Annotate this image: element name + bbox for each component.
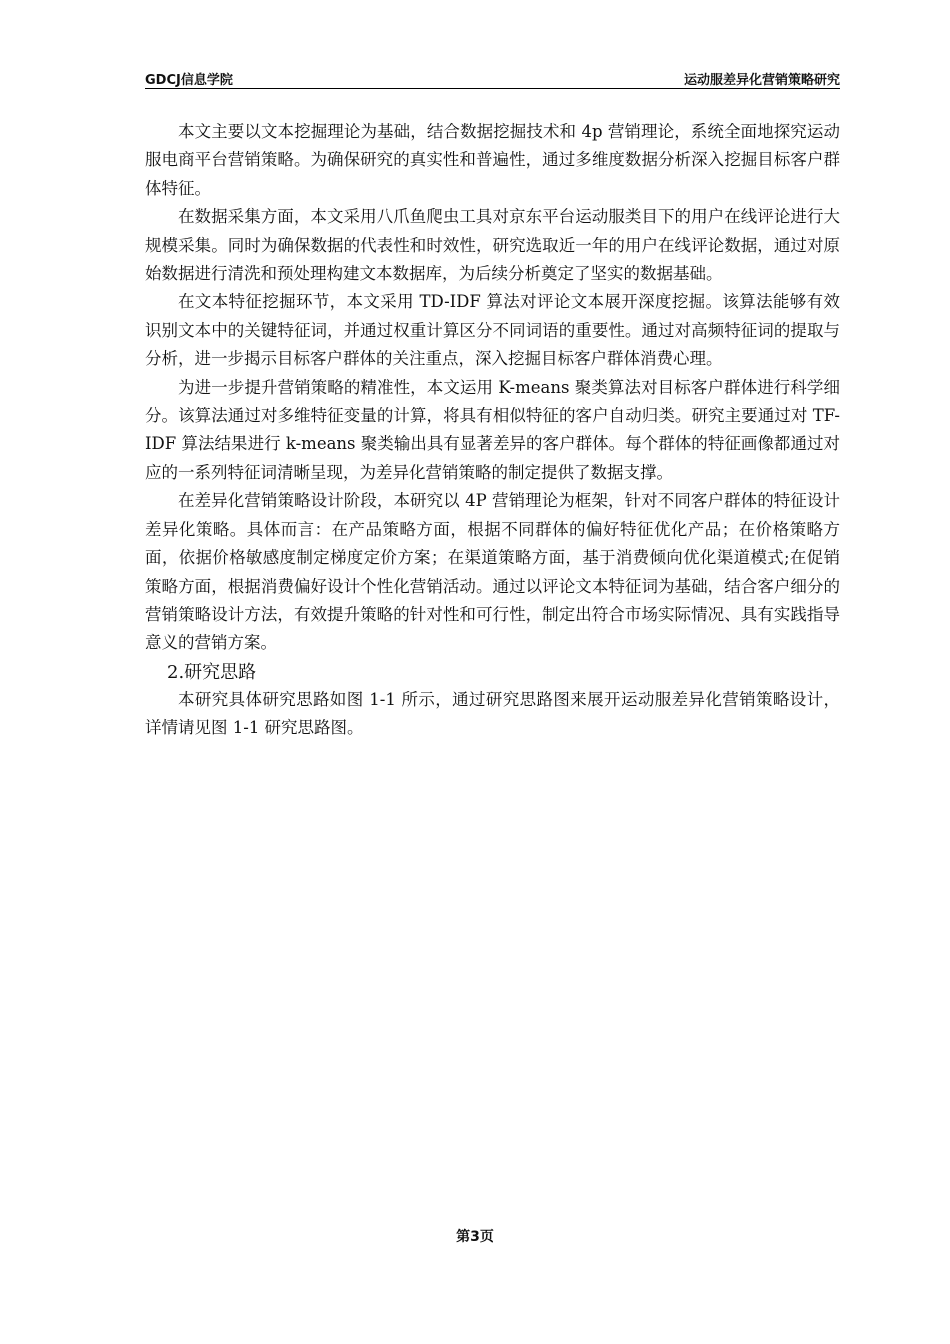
paragraph-research-approach: 本研究具体研究思路如图 1-1 所示，通过研究思路图来展开运动服差异化营销策略设计，详情请见图 1-1 研究思路图。 [145,689,840,738]
paragraph-feature-mining: 在文本特征挖掘环节，本文采用 TD-IDF 算法对评论文本展开深度挖掘。该算法能够有效识别文本中的关键特征词，并通过权重计算区分不同词语的重要性。通过对高频特征词的提取与分析，进一步揭示目标客户群体的关注重点，深入挖掘目标客户群体消费心理。 [145,292,840,369]
header-thesis-title: 运动服差异化营销策略研究 [683,73,840,88]
paragraph-strategy-design: 在差异化营销策略设计阶段，本研究以 4P 营销理论为框架，针对不同客户群体的特征设计差异化策略。具体而言：在产品策略方面，根据不同群体的偏好特征优化产品；在价格策略方面，依据价格敏感度制定梯度定价方案；在渠道策略方面，基于消费倾向优化渠道模式;在促销策略方面，根据消费偏好设计个性化营销活动。通过以评论文本特征词为基础，结合客户细分的营销策略设计方法，有效提升策略的针对性和可行性，制定出符合市场实际情况、具有实践指导意义的营销方案。 [145,491,840,653]
header-school-name: GDCJ信息学院 [145,73,233,88]
page-number: 第3页 [456,1229,494,1245]
paragraph-clustering: 为进一步提升营销策略的精准性，本文运用 K-means 聚类算法对目标客户群体进行科学细分。该算法通过对多维特征变量的计算，将具有相似特征的客户自动归类。研究主要通过对 TF-IDF 算法结果进行 k-means 聚类输出具有显著差异的客户群体。每个群体的特征画像都通过对应的一系列特征词清晰呈现，为差异化营销策略的制定提供了数据支撑。 [145,377,840,482]
section-heading: 2.研究思路 [167,661,257,683]
paragraph-intro: 本文主要以文本挖掘理论为基础，结合数据挖掘技术和 4p 营销理论，系统全面地探究运动服电商平台营销策略。为确保研究的真实性和普遍性，通过多维度数据分析深入挖掘目标客户群体特征。 [145,122,840,198]
body-text [145,118,840,743]
page-header [145,66,840,89]
paragraph-data-collection: 在数据采集方面，本文采用八爪鱼爬虫工具对京东平台运动服类目下的用户在线评论进行大规模采集。同时为确保数据的代表性和时效性，研究选取近一年的用户在线评论数据，通过对原始数据进行清洗和预处理构建文本数据库，为后续分析奠定了坚实的数据基础。 [145,207,840,284]
